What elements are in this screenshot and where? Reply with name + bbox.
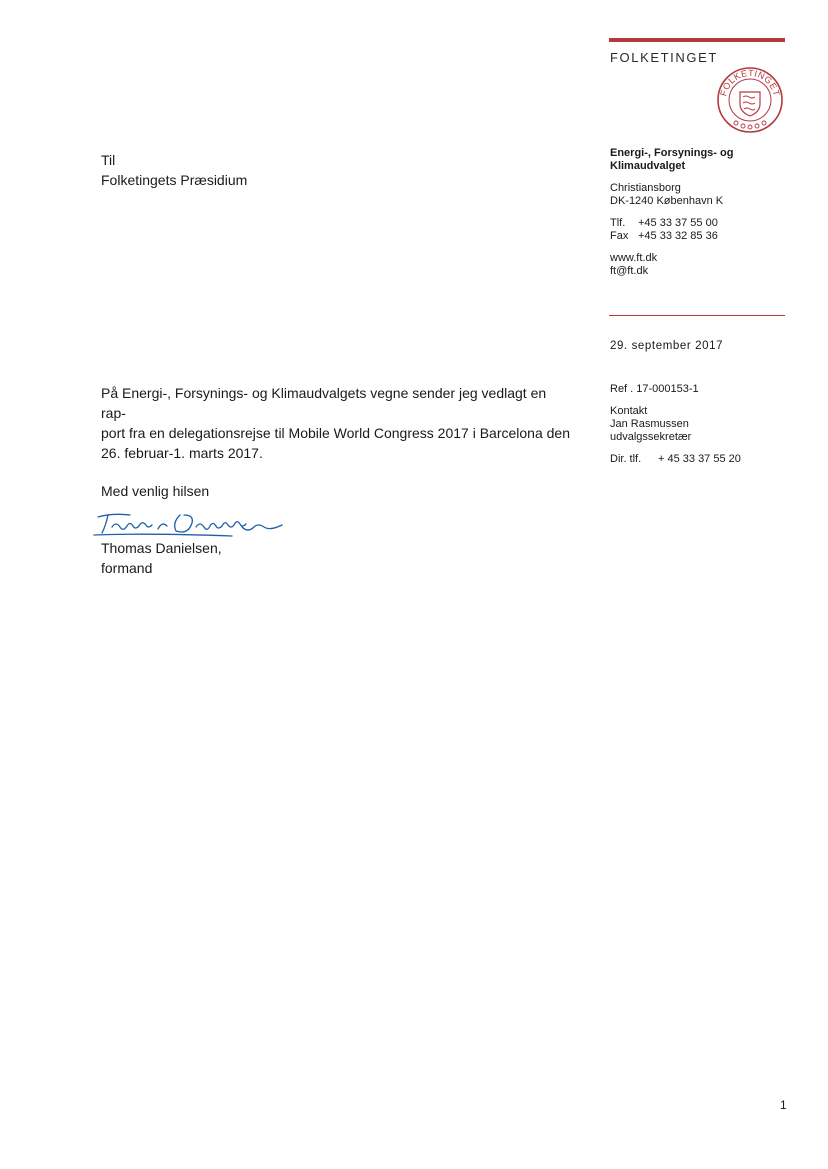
phone-number: +45 33 37 55 00	[638, 217, 718, 229]
body-line-3: 26. februar-1. marts 2017.	[101, 445, 263, 461]
contact-label: Kontakt	[610, 405, 648, 417]
address-line-2: DK-1240 København K	[610, 195, 724, 207]
website-link[interactable]: www.ft.dk	[610, 252, 658, 264]
sidebar-divider	[609, 315, 785, 316]
signer-name: Thomas Danielsen,	[101, 540, 222, 556]
fax-number: +45 33 32 85 36	[638, 230, 718, 242]
contact-block	[610, 405, 691, 444]
recipient-line-1: Til	[101, 152, 116, 168]
fax-label: Fax	[610, 230, 629, 242]
direct-phone-number: + 45 33 37 55 20	[658, 453, 741, 465]
sender-phones	[610, 217, 718, 243]
body-line-1: På Energi-, Forsynings- og Klimaudvalgets vegne sender jeg vedlagt en rap-	[101, 385, 547, 421]
email-link[interactable]: ft@ft.dk	[610, 265, 649, 277]
handwritten-signature	[92, 503, 292, 543]
direct-phone-row	[610, 453, 741, 466]
contact-title: udvalgssekretær	[610, 431, 692, 443]
sender-committee: Energi-, Forsynings- og Klimaudvalget	[610, 147, 734, 172]
reference-number: Ref . 17-000153-1	[610, 383, 699, 395]
sender-address	[610, 182, 723, 208]
fax-row	[610, 230, 718, 243]
sender-web	[610, 252, 657, 278]
signer-title: formand	[101, 560, 153, 576]
contact-name: Jan Rasmussen	[610, 418, 689, 430]
brand-name: FOLKETINGET	[610, 50, 718, 65]
svg-text:FOLKETINGET: FOLKETINGET	[718, 67, 782, 98]
header-rule	[609, 38, 785, 42]
letter-body	[101, 383, 571, 463]
closing-greeting: Med venlig hilsen	[101, 483, 210, 499]
direct-phone-label: Dir. tlf.	[610, 453, 642, 465]
recipient-line-2: Folketingets Præsidium	[101, 172, 248, 188]
signer-block	[101, 538, 222, 578]
recipient-block	[101, 150, 247, 190]
body-line-2: port fra en delegationsrejse til Mobile World Congress 2017 i Barcelona den	[101, 425, 571, 441]
letter-date: 29. september 2017	[610, 340, 724, 352]
folketinget-seal-icon	[716, 66, 784, 134]
page-number: 1	[780, 1098, 787, 1112]
address-line-1: Christiansborg	[610, 182, 681, 194]
phone-row	[610, 217, 718, 230]
phone-label: Tlf.	[610, 217, 626, 229]
